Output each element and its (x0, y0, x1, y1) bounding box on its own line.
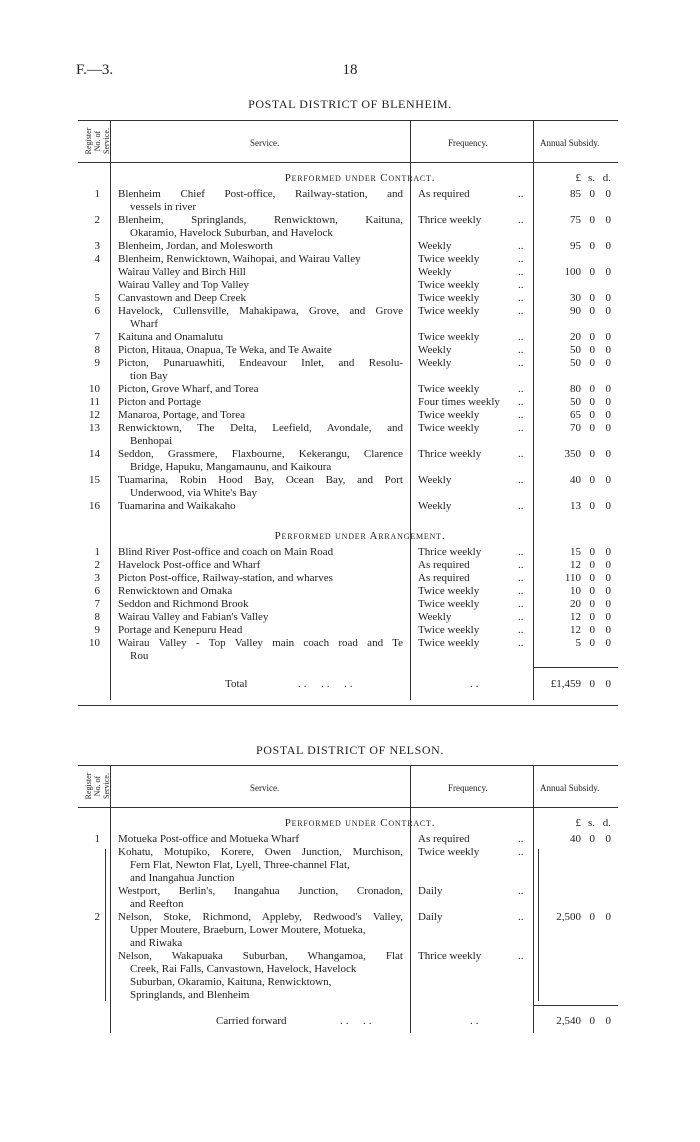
pounds: 50 (570, 396, 581, 408)
pounds: 12 (570, 611, 581, 623)
pounds: 2,500 (556, 911, 581, 923)
service-line: Wairau Valley and Fabian's Valley (118, 611, 269, 623)
pounds: 80 (570, 383, 581, 395)
pence: 0 (605, 448, 611, 460)
pounds: 95 (570, 240, 581, 252)
frequency: As required (418, 559, 470, 571)
register-number: 9 (94, 624, 100, 636)
frequency: Weekly (418, 266, 452, 278)
service-line: Picton Post-office, Railway-station, and wharves (118, 572, 333, 584)
frequency-leader: .. (518, 846, 524, 858)
service-line: vessels in river (130, 201, 196, 213)
service-line: Wairau Valley - Top Valley main coach road and Te (118, 637, 403, 649)
nelson-title: POSTAL DISTRICT OF NELSON. (256, 743, 444, 757)
pence: 0 (605, 357, 611, 369)
shillings: 0 (589, 559, 595, 571)
service-description (118, 585, 403, 598)
table-top-rule (78, 120, 618, 121)
frequency: Twice weekly (418, 422, 480, 434)
subsidy-group-brace (538, 849, 539, 1001)
service-line: Tuamarina and Waikakaho (118, 500, 236, 512)
register-number: 5 (94, 292, 100, 304)
service-line: Wairau Valley and Birch Hill (118, 266, 246, 278)
service-column-rule (410, 765, 411, 1033)
arrangement-subheading: Performed under Arrangement. (274, 530, 446, 542)
service-line: Nelson, Wakapuaka Suburban, Whangamoa, Flat (118, 950, 403, 962)
frequency: Twice weekly (418, 292, 480, 304)
frequency-leader: .. (518, 911, 524, 923)
frequency: Twice weekly (418, 305, 480, 317)
register-number: 7 (94, 331, 100, 343)
pounds: 90 (570, 305, 581, 317)
frequency-leader: .. (518, 559, 524, 571)
pounds: 12 (570, 559, 581, 571)
pence: 0 (605, 305, 611, 317)
frequency: Daily (418, 885, 443, 897)
shillings: 0 (589, 292, 595, 304)
shillings: 0 (589, 474, 595, 486)
frequency-leader: .. (518, 305, 524, 317)
frequency: Twice weekly (418, 253, 480, 265)
shillings: 0 (589, 624, 595, 636)
pounds: 70 (570, 422, 581, 434)
pounds: 65 (570, 409, 581, 421)
frequency-leader: .. (518, 624, 524, 636)
service-description (118, 422, 403, 448)
service-line: Nelson, Stoke, Richmond, Appleby, Redwood's Valley, (118, 911, 403, 923)
frequency-leader: .. (518, 396, 524, 408)
service-description (118, 240, 403, 253)
frequency: Thrice weekly (418, 448, 482, 460)
frequency: Daily (418, 911, 443, 923)
frequency-leader: .. (518, 885, 524, 897)
pounds: 10 (570, 585, 581, 597)
shillings: 0 (589, 546, 595, 558)
pence: 0 (605, 611, 611, 623)
shillings: 0 (589, 833, 595, 845)
frequency-leader: .. (518, 279, 524, 291)
register-number: 3 (94, 572, 100, 584)
shillings: 0 (589, 214, 595, 226)
register-number: 12 (89, 409, 100, 421)
service-line: and Inangahua Junction (130, 872, 235, 884)
frequency-header: Frequency. (448, 138, 488, 148)
service-description (118, 331, 403, 344)
service-line: Portage and Kenepuru Head (118, 624, 243, 636)
service-line: Manaroa, Portage, and Torea (118, 409, 246, 421)
pounds: 30 (570, 292, 581, 304)
register-number: 3 (94, 240, 100, 252)
service-description (118, 833, 403, 846)
register-number: 4 (94, 253, 100, 265)
frequency: As required (418, 572, 470, 584)
service-description (118, 396, 403, 409)
frequency: Weekly (418, 500, 452, 512)
service-line: Bridge, Hapuku, Mangamaunu, and Kaikoura (130, 461, 332, 473)
service-line: Picton, Hitaua, Onapua, Te Weka, and Te Awaite (118, 344, 332, 356)
register-header: Register No. of Service. (84, 772, 111, 800)
service-line: Blenheim, Jordan, and Molesworth (118, 240, 273, 252)
service-line: Rou (130, 650, 149, 662)
service-description (118, 885, 403, 911)
frequency-leader: .. (518, 637, 524, 649)
frequency-leader: .. (518, 266, 524, 278)
pounds: 20 (570, 598, 581, 610)
pounds: 5 (575, 637, 581, 649)
frequency: Twice weekly (418, 331, 480, 343)
pence: 0 (605, 240, 611, 252)
frequency: Four times weekly (418, 396, 500, 408)
pence: 0 (605, 585, 611, 597)
service-line: Suburban, Okaramio, Kaituna, Renwicktown, (130, 976, 332, 988)
service-line: Picton, Punaruawhiti, Endeavour Inlet, and Resolu- (118, 357, 403, 369)
register-number: 6 (94, 305, 100, 317)
service-description (118, 624, 403, 637)
carried-freq-leader: .. (470, 1015, 482, 1027)
frequency-leader: .. (518, 240, 524, 252)
service-line: Picton and Portage (118, 396, 202, 408)
frequency-leader: .. (518, 383, 524, 395)
frequency-leader: .. (518, 611, 524, 623)
frequency: Weekly (418, 474, 452, 486)
service-line: Motueka Post-office and Motueka Wharf (118, 833, 300, 845)
shillings: 0 (589, 396, 595, 408)
service-line: Blenheim, Renwicktown, Waihopai, and Wairau Valley (118, 253, 361, 265)
pounds: 20 (570, 331, 581, 343)
frequency: Twice weekly (418, 624, 480, 636)
frequency-leader: .. (518, 833, 524, 845)
frequency-leader: .. (518, 214, 524, 226)
pounds: 85 (570, 188, 581, 200)
pounds: 100 (564, 266, 581, 278)
pence: 0 (605, 344, 611, 356)
frequency-leader: .. (518, 357, 524, 369)
frequency: Thrice weekly (418, 214, 482, 226)
shillings: 0 (589, 344, 595, 356)
register-number: 6 (94, 585, 100, 597)
frequency-leader: .. (518, 344, 524, 356)
pounds: 12 (570, 624, 581, 636)
service-description (118, 409, 403, 422)
frequency-header: Frequency. (448, 783, 488, 793)
service-line: Springlands, and Blenheim (130, 989, 250, 1001)
service-line: Blind River Post-office and coach on Main Road (118, 546, 334, 558)
service-line: Benhopai (130, 435, 173, 447)
subsidy-header: Annual Subsidy. (540, 138, 600, 148)
pence: 0 (605, 833, 611, 845)
header-bottom-rule (78, 807, 618, 808)
register-column-rule (110, 765, 111, 1033)
subsidy-header: Annual Subsidy. (540, 783, 600, 793)
carried-forward-label: Carried forward (216, 1015, 287, 1027)
service-description (118, 279, 403, 292)
service-line: Creek, Rai Falls, Canvastown, Havelock, Havelock (130, 963, 357, 975)
service-group-brace (105, 849, 106, 1001)
shillings: 0 (589, 585, 595, 597)
service-description (118, 253, 403, 266)
table-bottom-rule (78, 705, 618, 706)
service-description (118, 448, 403, 474)
shillings: 0 (589, 637, 595, 649)
pence: 0 (605, 292, 611, 304)
pence: 0 (605, 474, 611, 486)
shillings: 0 (589, 331, 595, 343)
service-description (118, 266, 403, 279)
service-header: Service. (250, 138, 280, 148)
shillings: 0 (589, 383, 595, 395)
register-number: 15 (89, 474, 100, 486)
service-description (118, 474, 403, 500)
contract-subheading: Performed under Contract. (284, 817, 436, 829)
service-description (118, 911, 403, 950)
register-number: 8 (94, 344, 100, 356)
service-description (118, 344, 403, 357)
total-label: Total (225, 678, 248, 690)
pence: 0 (605, 559, 611, 571)
frequency: Twice weekly (418, 409, 480, 421)
frequency-leader: .. (518, 409, 524, 421)
frequency-leader: .. (518, 331, 524, 343)
frequency: Weekly (418, 240, 452, 252)
register-header: Register No. of Service. (84, 127, 111, 155)
service-description (118, 846, 403, 885)
shillings: 0 (589, 611, 595, 623)
frequency: As required (418, 833, 470, 845)
service-description (118, 598, 403, 611)
total-leader: .. .. .. (298, 678, 356, 690)
service-line: Seddon and Richmond Brook (118, 598, 249, 610)
service-line: and Riwaka (130, 937, 183, 949)
pounds: 110 (564, 572, 581, 584)
pence: 0 (605, 546, 611, 558)
service-description (118, 572, 403, 585)
pounds: 50 (570, 344, 581, 356)
pence: 0 (605, 500, 611, 512)
frequency: Weekly (418, 344, 452, 356)
service-line: Kohatu, Motupiko, Korere, Owen Junction, Murchison, (118, 846, 403, 858)
shillings: 0 (589, 266, 595, 278)
shillings: 0 (589, 409, 595, 421)
pounds: 75 (570, 214, 581, 226)
service-line: Westport, Berlin's, Inangahua Junction, Cronadon, (118, 885, 403, 897)
service-description (118, 559, 403, 572)
shillings: 0 (589, 422, 595, 434)
service-line: Blenheim, Springlands, Renwicktown, Kaituna, (118, 214, 403, 226)
pence: 0 (605, 214, 611, 226)
register-number: 1 (94, 833, 100, 845)
register-number: 16 (89, 500, 100, 512)
pounds: 13 (570, 500, 581, 512)
frequency-leader: .. (518, 448, 524, 460)
pence: 0 (605, 396, 611, 408)
pounds: 50 (570, 357, 581, 369)
register-number: 8 (94, 611, 100, 623)
pence: 0 (605, 911, 611, 923)
service-line: Canvastown and Deep Creek (118, 292, 246, 304)
frequency: Thrice weekly (418, 950, 482, 962)
shillings: 0 (589, 572, 595, 584)
pence: 0 (605, 624, 611, 636)
frequency-leader: .. (518, 188, 524, 200)
service-line: Okaramio, Havelock Suburban, and Havelock (130, 227, 333, 239)
register-column-rule (110, 120, 111, 700)
service-line: Renwicktown, The Delta, Leefield, Avondale, and (118, 422, 403, 434)
service-description (118, 611, 403, 624)
frequency: Twice weekly (418, 637, 480, 649)
pence: 0 (605, 572, 611, 584)
total-rule (533, 667, 618, 668)
frequency-leader: .. (518, 474, 524, 486)
frequency: Thrice weekly (418, 546, 482, 558)
service-description (118, 950, 403, 1002)
service-line: tion Bay (130, 370, 168, 382)
carried-leader: .. .. (340, 1015, 375, 1027)
frequency-leader: .. (518, 253, 524, 265)
service-line: Upper Moutere, Braeburn, Lower Moutere, Motueka, (130, 924, 366, 936)
pence: 0 (605, 422, 611, 434)
shillings: 0 (589, 500, 595, 512)
service-line: Seddon, Grassmere, Flaxbourne, Kekerangu, Clarence (118, 448, 403, 460)
service-description (118, 292, 403, 305)
service-header: Service. (250, 783, 280, 793)
frequency: Twice weekly (418, 598, 480, 610)
service-line: Havelock Post-office and Wharf (118, 559, 261, 571)
service-line: Kaituna and Onamalutu (118, 331, 224, 343)
shillings: 0 (589, 188, 595, 200)
frequency-leader: .. (518, 572, 524, 584)
table-top-rule (78, 765, 618, 766)
register-number: 13 (89, 422, 100, 434)
page-number: 18 (342, 62, 358, 78)
frequency-leader: .. (518, 950, 524, 962)
shillings: 0 (589, 598, 595, 610)
pence: 0 (605, 331, 611, 343)
register-number: 2 (94, 214, 100, 226)
frequency: Weekly (418, 611, 452, 623)
shillings: 0 (589, 305, 595, 317)
shillings: 0 (589, 240, 595, 252)
pence: 0 (605, 409, 611, 421)
service-line: Blenheim Chief Post-office, Railway-station, and (118, 188, 403, 200)
service-line: and Reefton (130, 898, 184, 910)
service-description (118, 546, 403, 559)
service-description (118, 500, 403, 513)
service-line: Picton, Grove Wharf, and Torea (118, 383, 259, 395)
page-reference: F.—3. (76, 62, 114, 78)
frequency: As required (418, 188, 470, 200)
service-line: Renwicktown and Omaka (118, 585, 233, 597)
frequency: Twice weekly (418, 279, 480, 291)
service-description (118, 357, 403, 383)
blenheim-title: POSTAL DISTRICT OF BLENHEIM. (248, 97, 452, 111)
register-number: 2 (94, 559, 100, 571)
frequency-column-rule (533, 765, 534, 1033)
header-bottom-rule (78, 162, 618, 163)
frequency-leader: .. (518, 585, 524, 597)
shillings: 0 (589, 911, 595, 923)
pence: 0 (605, 598, 611, 610)
frequency-column-rule (533, 120, 534, 700)
pounds: 15 (570, 546, 581, 558)
register-number: 7 (94, 598, 100, 610)
pounds: 40 (570, 474, 581, 486)
frequency-leader: .. (518, 500, 524, 512)
register-number: 9 (94, 357, 100, 369)
pence: 0 (605, 383, 611, 395)
shillings: 0 (589, 448, 595, 460)
contract-subheading: Performed under Contract. (284, 172, 436, 184)
frequency: Twice weekly (418, 383, 480, 395)
register-number: 11 (89, 396, 100, 408)
service-line: Tuamarina, Robin Hood Bay, Ocean Bay, and Port (118, 474, 403, 486)
frequency: Weekly (418, 357, 452, 369)
frequency: Twice weekly (418, 585, 480, 597)
register-number: 14 (89, 448, 100, 460)
service-line: Underwood, via White's Bay (130, 487, 258, 499)
frequency-leader: .. (518, 598, 524, 610)
service-description (118, 188, 403, 214)
frequency-leader: .. (518, 546, 524, 558)
service-line: Havelock, Cullensville, Mahakipawa, Grove, and Grove (118, 305, 403, 317)
carried-rule (533, 1005, 618, 1006)
total-freq-leader: .. (470, 678, 482, 690)
service-line: Fern Flat, Newton Flat, Lyell, Three-channel Flat, (130, 859, 350, 871)
frequency-leader: .. (518, 422, 524, 434)
pounds: 350 (564, 448, 581, 460)
frequency: Twice weekly (418, 846, 480, 858)
service-column-rule (410, 120, 411, 700)
register-number: 2 (94, 911, 100, 923)
shillings: 0 (589, 357, 595, 369)
register-number: 10 (89, 383, 100, 395)
service-line: Wairau Valley and Top Valley (118, 279, 249, 291)
frequency-leader: .. (518, 292, 524, 304)
register-number: 1 (94, 546, 100, 558)
pence: 0 (605, 188, 611, 200)
service-description (118, 383, 403, 396)
pence: 0 (605, 637, 611, 649)
service-description (118, 637, 403, 663)
register-number: 1 (94, 188, 100, 200)
service-description (118, 214, 403, 240)
pence: 0 (605, 266, 611, 278)
service-line: Wharf (130, 318, 159, 330)
pounds: 40 (570, 833, 581, 845)
service-description (118, 305, 403, 331)
register-number: 10 (89, 637, 100, 649)
